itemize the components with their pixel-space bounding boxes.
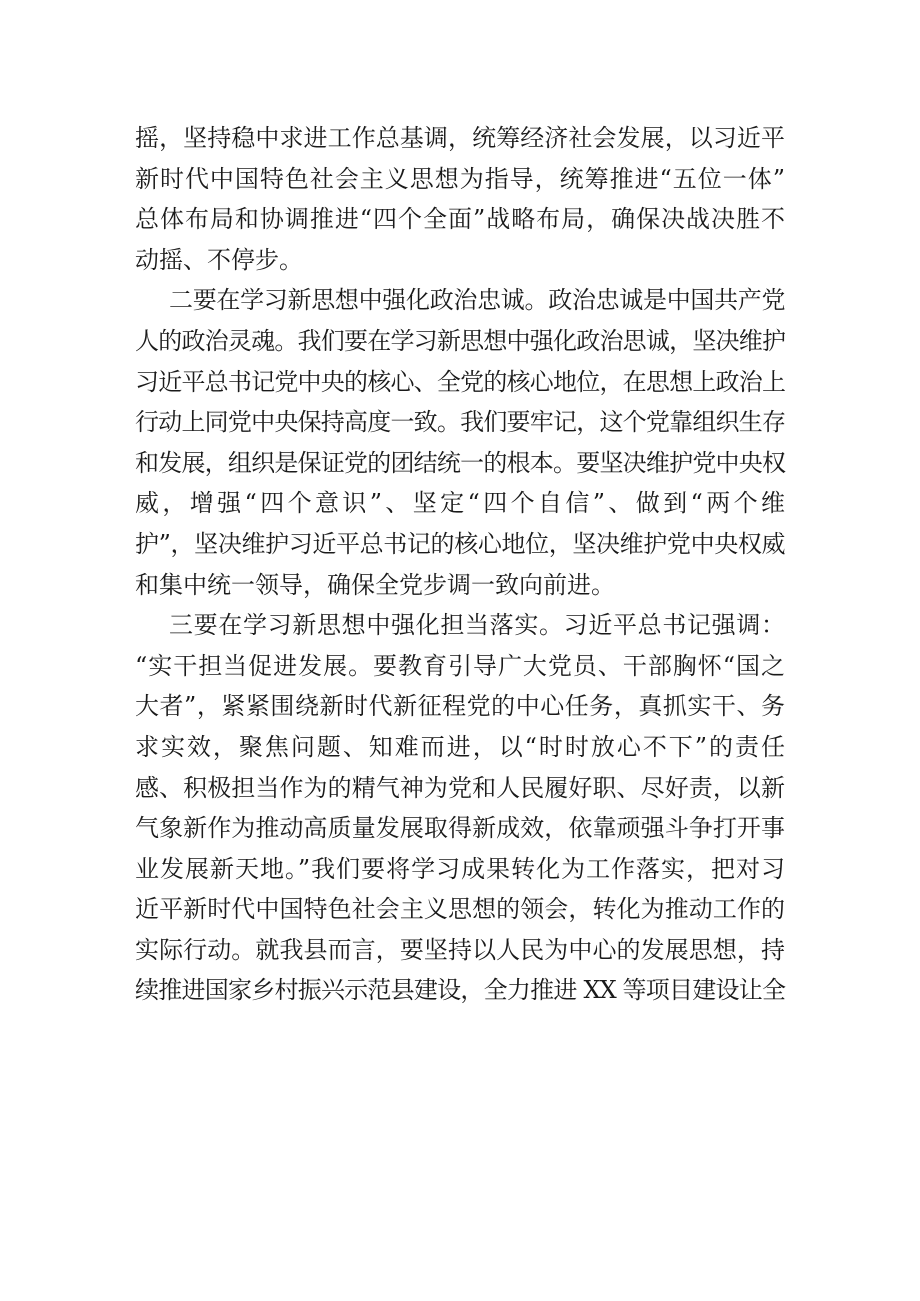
text-line: 实际行动。就我县而言，要坚持以人民为中心的发展思想，持 — [135, 935, 785, 964]
text-line: 动摇、不停步。 — [135, 245, 303, 274]
text-line: 求实效，聚焦问题、知难而进，以“时时放心不下”的责任 — [135, 732, 785, 761]
text-line: 感、积极担当作为的精气神为党和人民履好职、尽好责，以新 — [135, 773, 785, 802]
text-line: “实干担当促进发展。要教育引导广大党员、干部胸怀“国之 — [135, 651, 785, 680]
text-line: 业发展新天地。”我们要将学习成果转化为工作落实，把对习 — [135, 854, 785, 883]
text-line: 习近平总书记党中央的核心、全党的核心地位，在思想上政治上 — [135, 367, 785, 396]
text-line: 威，增强“四个意识”、坚定“四个自信”、做到“两个维 — [135, 489, 785, 518]
text-line: 总体布局和协调推进“四个全面”战略布局，确保决战决胜不 — [135, 205, 785, 234]
text-line: 气象新作为推动高质量发展取得新成效，依靠顽强斗争打开事 — [135, 814, 785, 843]
text-line: 护”，坚决维护习近平总书记的核心地位，坚决维护党中央权威 — [135, 529, 785, 558]
text-line: 摇，坚持稳中求进工作总基调，统筹经济社会发展，以习近平 — [135, 124, 785, 152]
text-line: 近平新时代中国特色社会主义思想的领会，转化为推动工作的 — [135, 895, 785, 924]
text-line: 二要在学习新思想中强化政治忠诚。政治忠诚是中国共产党 — [169, 286, 785, 315]
document-body — [135, 118, 785, 1011]
text-line: 新时代中国特色社会主义思想为指导，统筹推进“五位一体” — [135, 164, 785, 193]
text-line: 三要在学习新思想中强化担当落实。习近平总书记强调： — [169, 611, 785, 640]
text-line: 行动上同党中央保持高度一致。我们要牢记，这个党靠组织生存 — [135, 408, 785, 437]
text-line: 和发展，组织是保证党的团结统一的根本。要坚决维护党中央权 — [135, 448, 785, 477]
text-line: 和集中统一领导，确保全党步调一致向前进。 — [135, 570, 615, 599]
text-line: 续推进国家乡村振兴示范县建设，全力推进 XX 等项目建设让全 — [135, 976, 785, 1005]
text-line: 大者”，紧紧围绕新时代新征程党的中心任务，真抓实干、务 — [135, 692, 785, 721]
text-line: 人的政治灵魂。我们要在学习新思想中强化政治思诚，坚决维护 — [135, 326, 785, 355]
